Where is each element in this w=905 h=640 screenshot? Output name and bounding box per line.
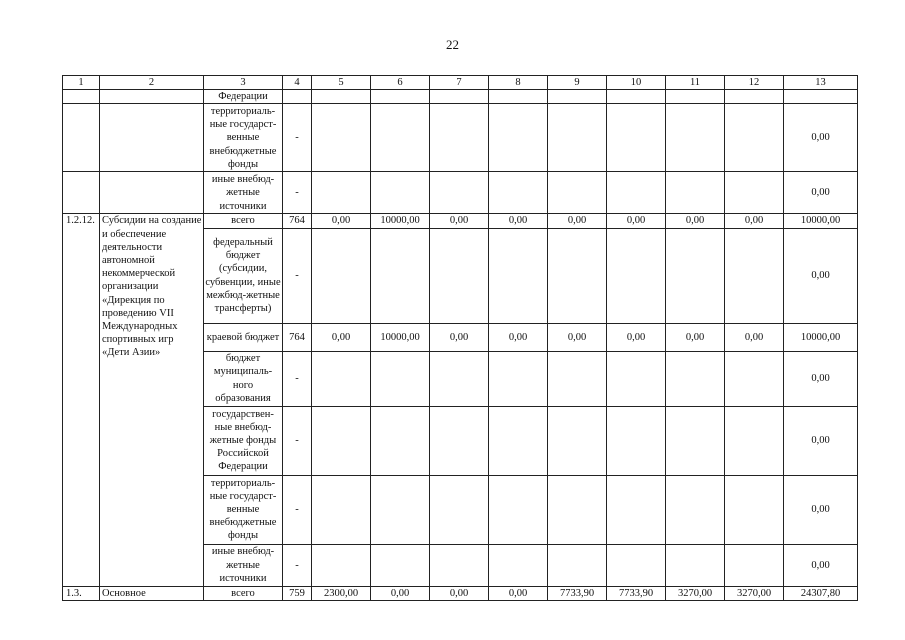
value-cell: [312, 544, 371, 586]
value-cell: [312, 90, 371, 104]
value-cell: [312, 104, 371, 172]
value-cell: [725, 104, 784, 172]
value-cell: [430, 104, 489, 172]
funding-source-cell: Федерации: [204, 90, 283, 104]
value-cell: 0,00: [430, 586, 489, 600]
row-number-cell: [63, 172, 100, 214]
value-cell: [312, 406, 371, 475]
value-cell: [607, 172, 666, 214]
header-cell: 3: [204, 76, 283, 90]
value-cell: [430, 172, 489, 214]
value-cell: [607, 104, 666, 172]
value-cell: [312, 351, 371, 406]
value-cell: [607, 228, 666, 323]
measure-name-cell: [100, 172, 204, 214]
header-cell: 12: [725, 76, 784, 90]
value-cell: 2300,00: [312, 586, 371, 600]
value-cell: [430, 475, 489, 544]
value-cell: -: [283, 104, 312, 172]
value-cell: [430, 228, 489, 323]
row-number-cell: 1.2.12.: [63, 214, 100, 586]
value-cell: 0,00: [666, 323, 725, 351]
value-cell: [725, 544, 784, 586]
header-cell: 4: [283, 76, 312, 90]
value-cell: 0,00: [784, 228, 858, 323]
value-cell: -: [283, 475, 312, 544]
measure-name-cell: Субсидии на создание и обеспечение деятельности автономной некоммерческой организации «Дирекция по проведению VII Международных спортивных игр «Дети Азии»: [100, 214, 204, 586]
value-cell: [430, 544, 489, 586]
value-cell: 0,00: [430, 214, 489, 228]
measure-name-cell: [100, 104, 204, 172]
value-cell: [548, 90, 607, 104]
value-cell: 0,00: [312, 214, 371, 228]
value-cell: 10000,00: [784, 323, 858, 351]
value-cell: [371, 172, 430, 214]
value-cell: [371, 228, 430, 323]
value-cell: [725, 351, 784, 406]
value-cell: [666, 351, 725, 406]
value-cell: 0,00: [725, 323, 784, 351]
table-row: [63, 214, 858, 228]
header-cell: 10: [607, 76, 666, 90]
value-cell: [371, 90, 430, 104]
value-cell: 764: [283, 214, 312, 228]
header-cell: 7: [430, 76, 489, 90]
value-cell: [666, 475, 725, 544]
value-cell: 10000,00: [784, 214, 858, 228]
value-cell: 0,00: [784, 351, 858, 406]
value-cell: -: [283, 544, 312, 586]
budget-table: [62, 75, 858, 601]
table-row: [63, 104, 858, 172]
funding-source-cell: краевой бюджет: [204, 323, 283, 351]
value-cell: [489, 406, 548, 475]
row-number-cell: 1.3.: [63, 586, 100, 600]
value-cell: [725, 406, 784, 475]
value-cell: 764: [283, 323, 312, 351]
value-cell: 7733,90: [607, 586, 666, 600]
header-row: [63, 76, 858, 90]
value-cell: [666, 406, 725, 475]
value-cell: 0,00: [607, 214, 666, 228]
funding-source-cell: иные внебюд-жетные источники: [204, 172, 283, 214]
value-cell: 0,00: [312, 323, 371, 351]
measure-name-cell: [100, 90, 204, 104]
value-cell: [430, 351, 489, 406]
value-cell: 3270,00: [725, 586, 784, 600]
funding-source-cell: всего: [204, 586, 283, 600]
value-cell: 0,00: [784, 406, 858, 475]
header-cell: 8: [489, 76, 548, 90]
value-cell: [784, 90, 858, 104]
value-cell: [548, 104, 607, 172]
value-cell: 0,00: [548, 214, 607, 228]
value-cell: [371, 351, 430, 406]
funding-source-cell: всего: [204, 214, 283, 228]
value-cell: -: [283, 228, 312, 323]
header-cell: 6: [371, 76, 430, 90]
value-cell: [312, 228, 371, 323]
value-cell: [548, 351, 607, 406]
value-cell: [548, 406, 607, 475]
funding-source-cell: федеральный бюджет (субсидии, субвенции, иные межбюд-жетные трансферты): [204, 228, 283, 323]
value-cell: 3270,00: [666, 586, 725, 600]
value-cell: 0,00: [489, 214, 548, 228]
value-cell: 0,00: [784, 104, 858, 172]
table-row: [63, 586, 858, 600]
value-cell: [666, 544, 725, 586]
value-cell: [666, 228, 725, 323]
value-cell: [607, 406, 666, 475]
value-cell: [548, 228, 607, 323]
value-cell: [489, 172, 548, 214]
value-cell: [430, 90, 489, 104]
value-cell: [666, 90, 725, 104]
value-cell: [312, 172, 371, 214]
value-cell: [607, 475, 666, 544]
value-cell: 0,00: [784, 172, 858, 214]
page-number: 22: [446, 37, 459, 52]
header-cell: 5: [312, 76, 371, 90]
value-cell: [371, 406, 430, 475]
value-cell: 0,00: [666, 214, 725, 228]
value-cell: [607, 90, 666, 104]
value-cell: [548, 475, 607, 544]
value-cell: 0,00: [784, 475, 858, 544]
funding-source-cell: бюджет муниципаль-ного образования: [204, 351, 283, 406]
value-cell: [489, 104, 548, 172]
header-cell: 13: [784, 76, 858, 90]
row-number-cell: [63, 104, 100, 172]
value-cell: [607, 544, 666, 586]
funding-source-cell: иные внебюд-жетные источники: [204, 544, 283, 586]
value-cell: -: [283, 172, 312, 214]
value-cell: 24307,80: [784, 586, 858, 600]
table-row: [63, 172, 858, 214]
value-cell: [371, 544, 430, 586]
value-cell: [283, 90, 312, 104]
value-cell: [489, 228, 548, 323]
value-cell: [725, 475, 784, 544]
value-cell: [666, 104, 725, 172]
header-cell: 2: [100, 76, 204, 90]
header-cell: 11: [666, 76, 725, 90]
value-cell: [489, 90, 548, 104]
value-cell: 0,00: [489, 323, 548, 351]
value-cell: 0,00: [607, 323, 666, 351]
value-cell: -: [283, 351, 312, 406]
measure-name-cell: Основное: [100, 586, 204, 600]
value-cell: [489, 351, 548, 406]
value-cell: [430, 406, 489, 475]
value-cell: 0,00: [548, 323, 607, 351]
value-cell: 0,00: [784, 544, 858, 586]
value-cell: 0,00: [371, 586, 430, 600]
value-cell: 0,00: [489, 586, 548, 600]
value-cell: [371, 104, 430, 172]
value-cell: 10000,00: [371, 323, 430, 351]
value-cell: [312, 475, 371, 544]
value-cell: [489, 544, 548, 586]
funding-source-cell: территориаль-ные государст-венные внебюджетные фонды: [204, 104, 283, 172]
funding-source-cell: территориаль-ные государст-венные внебюджетные фонды: [204, 475, 283, 544]
value-cell: [607, 351, 666, 406]
value-cell: [548, 544, 607, 586]
value-cell: 0,00: [725, 214, 784, 228]
value-cell: [548, 172, 607, 214]
funding-source-cell: государствен-ные внебюд-жетные фонды Российской Федерации: [204, 406, 283, 475]
table-row: [63, 90, 858, 104]
value-cell: [725, 172, 784, 214]
value-cell: 7733,90: [548, 586, 607, 600]
header-cell: 1: [63, 76, 100, 90]
row-number-cell: [63, 90, 100, 104]
value-cell: -: [283, 406, 312, 475]
value-cell: [371, 475, 430, 544]
value-cell: [725, 90, 784, 104]
value-cell: 759: [283, 586, 312, 600]
value-cell: [666, 172, 725, 214]
value-cell: 10000,00: [371, 214, 430, 228]
value-cell: [725, 228, 784, 323]
value-cell: [489, 475, 548, 544]
value-cell: 0,00: [430, 323, 489, 351]
header-cell: 9: [548, 76, 607, 90]
